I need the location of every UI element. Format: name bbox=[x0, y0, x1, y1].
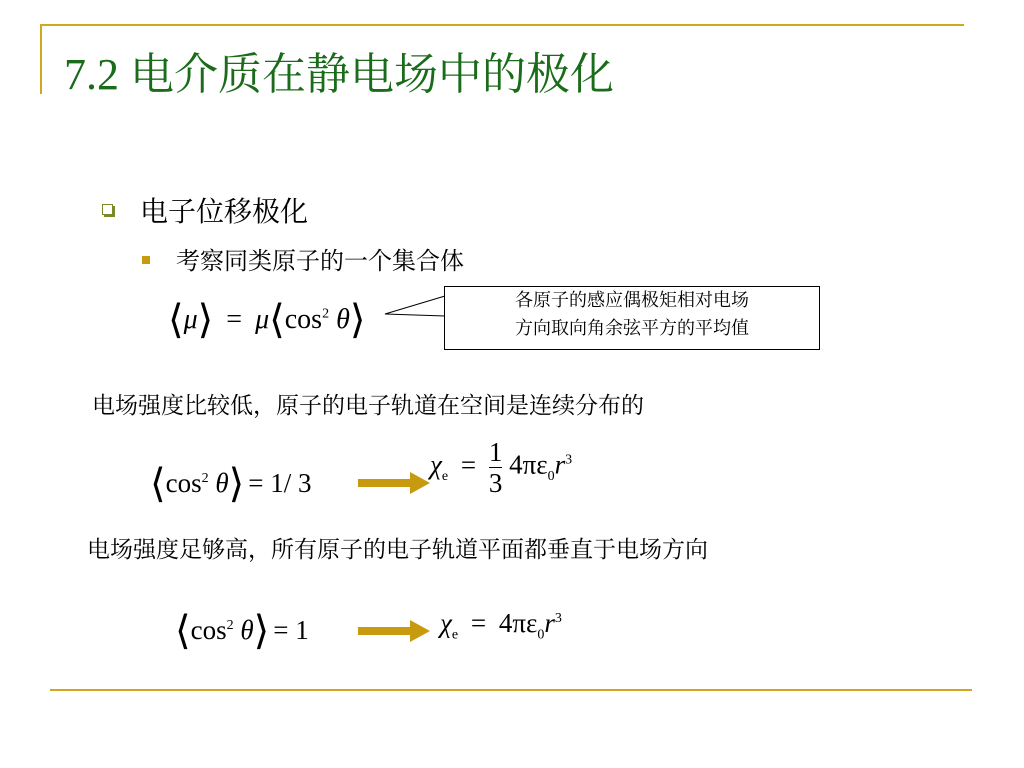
result-high-field: $\chi_e = 4\pi\varepsilon_0r^3$ bbox=[440, 608, 562, 643]
formula-high-field: $⟨\cos^2$ θ⟩ = 1 bbox=[175, 608, 309, 653]
fraction-one-third: $\frac{1}{3}$ bbox=[488, 437, 503, 498]
arrow-right-icon bbox=[358, 472, 430, 494]
filled-square-bullet-icon bbox=[142, 256, 150, 264]
callout-line-2: 方向取向角余弦平方的平均值 bbox=[515, 318, 749, 339]
bottom-rule bbox=[50, 689, 972, 691]
formula-average-dipole: ⟨μ⟩ = $\mu⟨\cos^2$ θ⟩ bbox=[168, 297, 366, 342]
result-low-field: $\chi_e$ = $\frac{1}{3}$ $4\pi\varepsilon_0r^3$ bbox=[430, 437, 573, 498]
slide-title: 7.2 电介质在静电场中的极化 bbox=[64, 50, 614, 99]
callout-box bbox=[444, 286, 820, 350]
formula-low-field: $⟨\cos^2$ θ⟩ = 1/ 3 bbox=[150, 461, 312, 506]
callout-pointer bbox=[380, 286, 446, 334]
low-field-text: 电场强度比较低，原子的电子轨道在空间是连续分布的 bbox=[92, 393, 644, 419]
bullet-subitem: 考察同类原子的一个集合体 bbox=[176, 247, 464, 275]
bullet-heading: 电子位移极化 bbox=[140, 195, 309, 228]
top-rule bbox=[40, 24, 964, 26]
arrow-right-icon bbox=[358, 620, 430, 642]
callout-line-1: 各原子的感应偶极矩相对电场 bbox=[515, 290, 749, 311]
hollow-square-bullet-icon bbox=[102, 204, 113, 215]
high-field-text: 电场强度足够高，所有原子的电子轨道平面都垂直于电场方向 bbox=[87, 537, 708, 563]
left-rule bbox=[40, 24, 42, 94]
